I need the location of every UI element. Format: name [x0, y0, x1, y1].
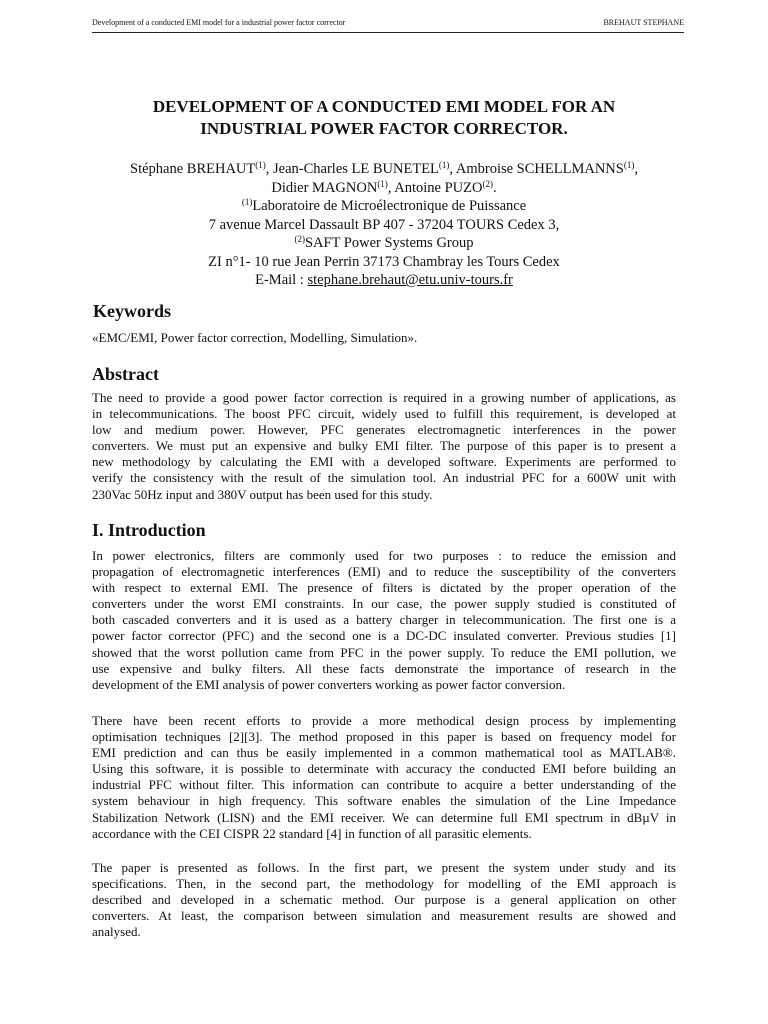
paragraph-line: propagation of electromagnetic interferences (EMI) and to reduce the susceptibility of the converters: [92, 564, 676, 580]
abstract-body: [92, 390, 676, 503]
paragraph-line: new methodology by calculating the EMI with a developed software. Experiments are performed to: [92, 454, 676, 470]
affiliation-mark: (1): [241, 197, 253, 207]
paragraph-line: 230Vac 50Hz input and 380V output has been used for this study.: [92, 486, 433, 502]
paragraph-line: The need to provide a good power factor correction is required in a growing number of applications, as: [92, 390, 676, 405]
introduction-paragraph-2: [92, 713, 676, 842]
paragraph-line: both cascaded converters and it is used as a battery charger in telecommunication. The first one is a: [92, 612, 676, 628]
affiliation-1: [92, 197, 676, 216]
paragraph-line: showed that the worst pollution came from PFC in the power supply. To reduce the EMI pollution, we: [92, 644, 676, 660]
paragraph-line: converters under the worst EMI constraints. In our case, the power supply studied is constituted of: [92, 596, 676, 612]
paragraph-line: converters. At least, the comparison between simulation and measurement results are showed and: [92, 908, 676, 924]
paragraph-line: Stabilization Network (LISN) and the EMI receiver. We can determine full EMI spectrum in dBµV in: [92, 809, 676, 825]
running-head-author: BREHAUT STEPHANE: [603, 18, 684, 27]
running-head: [92, 18, 684, 33]
keywords-text: «EMC/EMI, Power factor correction, Modelling, Simulation».: [92, 330, 418, 345]
affiliation-mark: (2): [482, 178, 493, 189]
introduction-paragraph-1: [92, 548, 676, 693]
paragraph-line: low and medium power. However, PFC generates electromagnetic interferences in the power: [92, 422, 676, 438]
address-2: ZI n°1- 10 rue Jean Perrin 37173 Chambray les Tours Cedex: [208, 253, 560, 270]
paragraph-line: analysed.: [92, 924, 141, 940]
author-block: [92, 160, 676, 290]
lab-name: Laboratoire de Microélectronique de Puissance: [252, 198, 527, 214]
paragraph-line: optimisation techniques [2][3]. The method proposed in this paper is based on frequency model for: [92, 729, 676, 745]
email-link[interactable]: stephane.brehaut@etu.univ-tours.fr: [307, 272, 513, 288]
paragraph-line: converters. We must put an expensive and bulky EMI filter. The purpose of this paper is to present a: [92, 438, 676, 454]
affiliation-mark: (1): [377, 178, 388, 189]
title-line-1: DEVELOPMENT OF A CONDUCTED EMI MODEL FOR AN: [152, 97, 616, 116]
paragraph-line: development of the EMI analysis of power converters working as power factor conversion.: [92, 676, 566, 692]
author-line-1: [92, 160, 676, 179]
paragraph-line: There have been recent efforts to provide a more methodical design process by implementing: [92, 713, 676, 728]
introduction-heading: I. Introduction: [92, 520, 206, 540]
paragraph-line: use expensive and bulky filters. All these facts demonstrate the importance of research in the: [92, 660, 676, 676]
separator: ,: [634, 161, 638, 177]
author-name: , Jean-Charles LE BUNETEL: [265, 161, 439, 177]
author-name: Stéphane BREHAUT: [130, 161, 256, 177]
paragraph-line: Using this software, it is possible to determinate with accuracy the conducted EMI before building an: [92, 761, 676, 777]
author-name: Didier MAGNON: [271, 179, 378, 196]
keywords-heading: Keywords: [93, 301, 171, 321]
affiliation-mark: (2): [294, 234, 305, 244]
affiliation-mark: (1): [255, 160, 266, 170]
paragraph-line: power factor corrector (PFC) and the second one is a DC-DC insulated converter. Previous studies [1]: [92, 628, 676, 644]
abstract-heading: Abstract: [92, 364, 159, 384]
paragraph-line: specifications. Then, in the second part, the methodology for modelling of the EMI approach is: [92, 876, 676, 892]
paragraph-line: with respect to external EMI. The presence of filters is dictated by the proper operation of the: [92, 580, 676, 596]
company-name: SAFT Power Systems Group: [304, 235, 474, 251]
paper-title: [92, 96, 676, 140]
email-line: [92, 271, 676, 290]
author-line-2: [92, 179, 676, 198]
affiliation-mark: (1): [438, 160, 450, 170]
paragraph-line: system behaviour in high frequency. This software enables the simulation of the Line Impedance: [92, 793, 676, 809]
running-head-title: Development of a conducted EMI model for a industrial power factor corrector: [92, 18, 346, 27]
paragraph-line: verify the consistency with the result of the simulation tool. An industrial PFC for a 600W unit with: [92, 470, 676, 486]
paragraph-line: The paper is presented as follows. In the first part, we present the system under study and its: [92, 860, 676, 875]
email-label: E-Mail :: [255, 272, 308, 288]
paragraph-line: EMI prediction and can thus be easily implemented in a common mathematical tool as MATLAB®.: [92, 745, 676, 761]
affiliation-2: [92, 234, 676, 253]
affiliation-mark: (1): [623, 160, 635, 170]
paragraph-line: In power electronics, filters are commonly used for two purposes : to reduce the emission and: [92, 548, 676, 563]
paragraph-line: accordance with the CEI CISPR 22 standard [4] in function of all parasitic elements.: [92, 825, 532, 841]
title-line-2: INDUSTRIAL POWER FACTOR CORRECTOR.: [200, 119, 568, 138]
author-name: , Antoine PUZO: [387, 179, 483, 196]
paragraph-line: described and developed in a schematic method. Our purpose is a general application on other: [92, 892, 676, 908]
introduction-paragraph-3: [92, 860, 676, 940]
author-name: , Ambroise SCHELLMANNS: [449, 161, 624, 177]
address-1: 7 avenue Marcel Dassault BP 407 - 37204 TOURS Cedex 3,: [208, 216, 560, 233]
paragraph-line: in telecommunications. The boost PFC circuit, widely used to fulfill this requirement, is developed at: [92, 406, 676, 422]
separator: .: [492, 179, 497, 196]
paragraph-line: industrial PFC without filter. This information can contribute to acquire a better understanding of the: [92, 777, 676, 793]
